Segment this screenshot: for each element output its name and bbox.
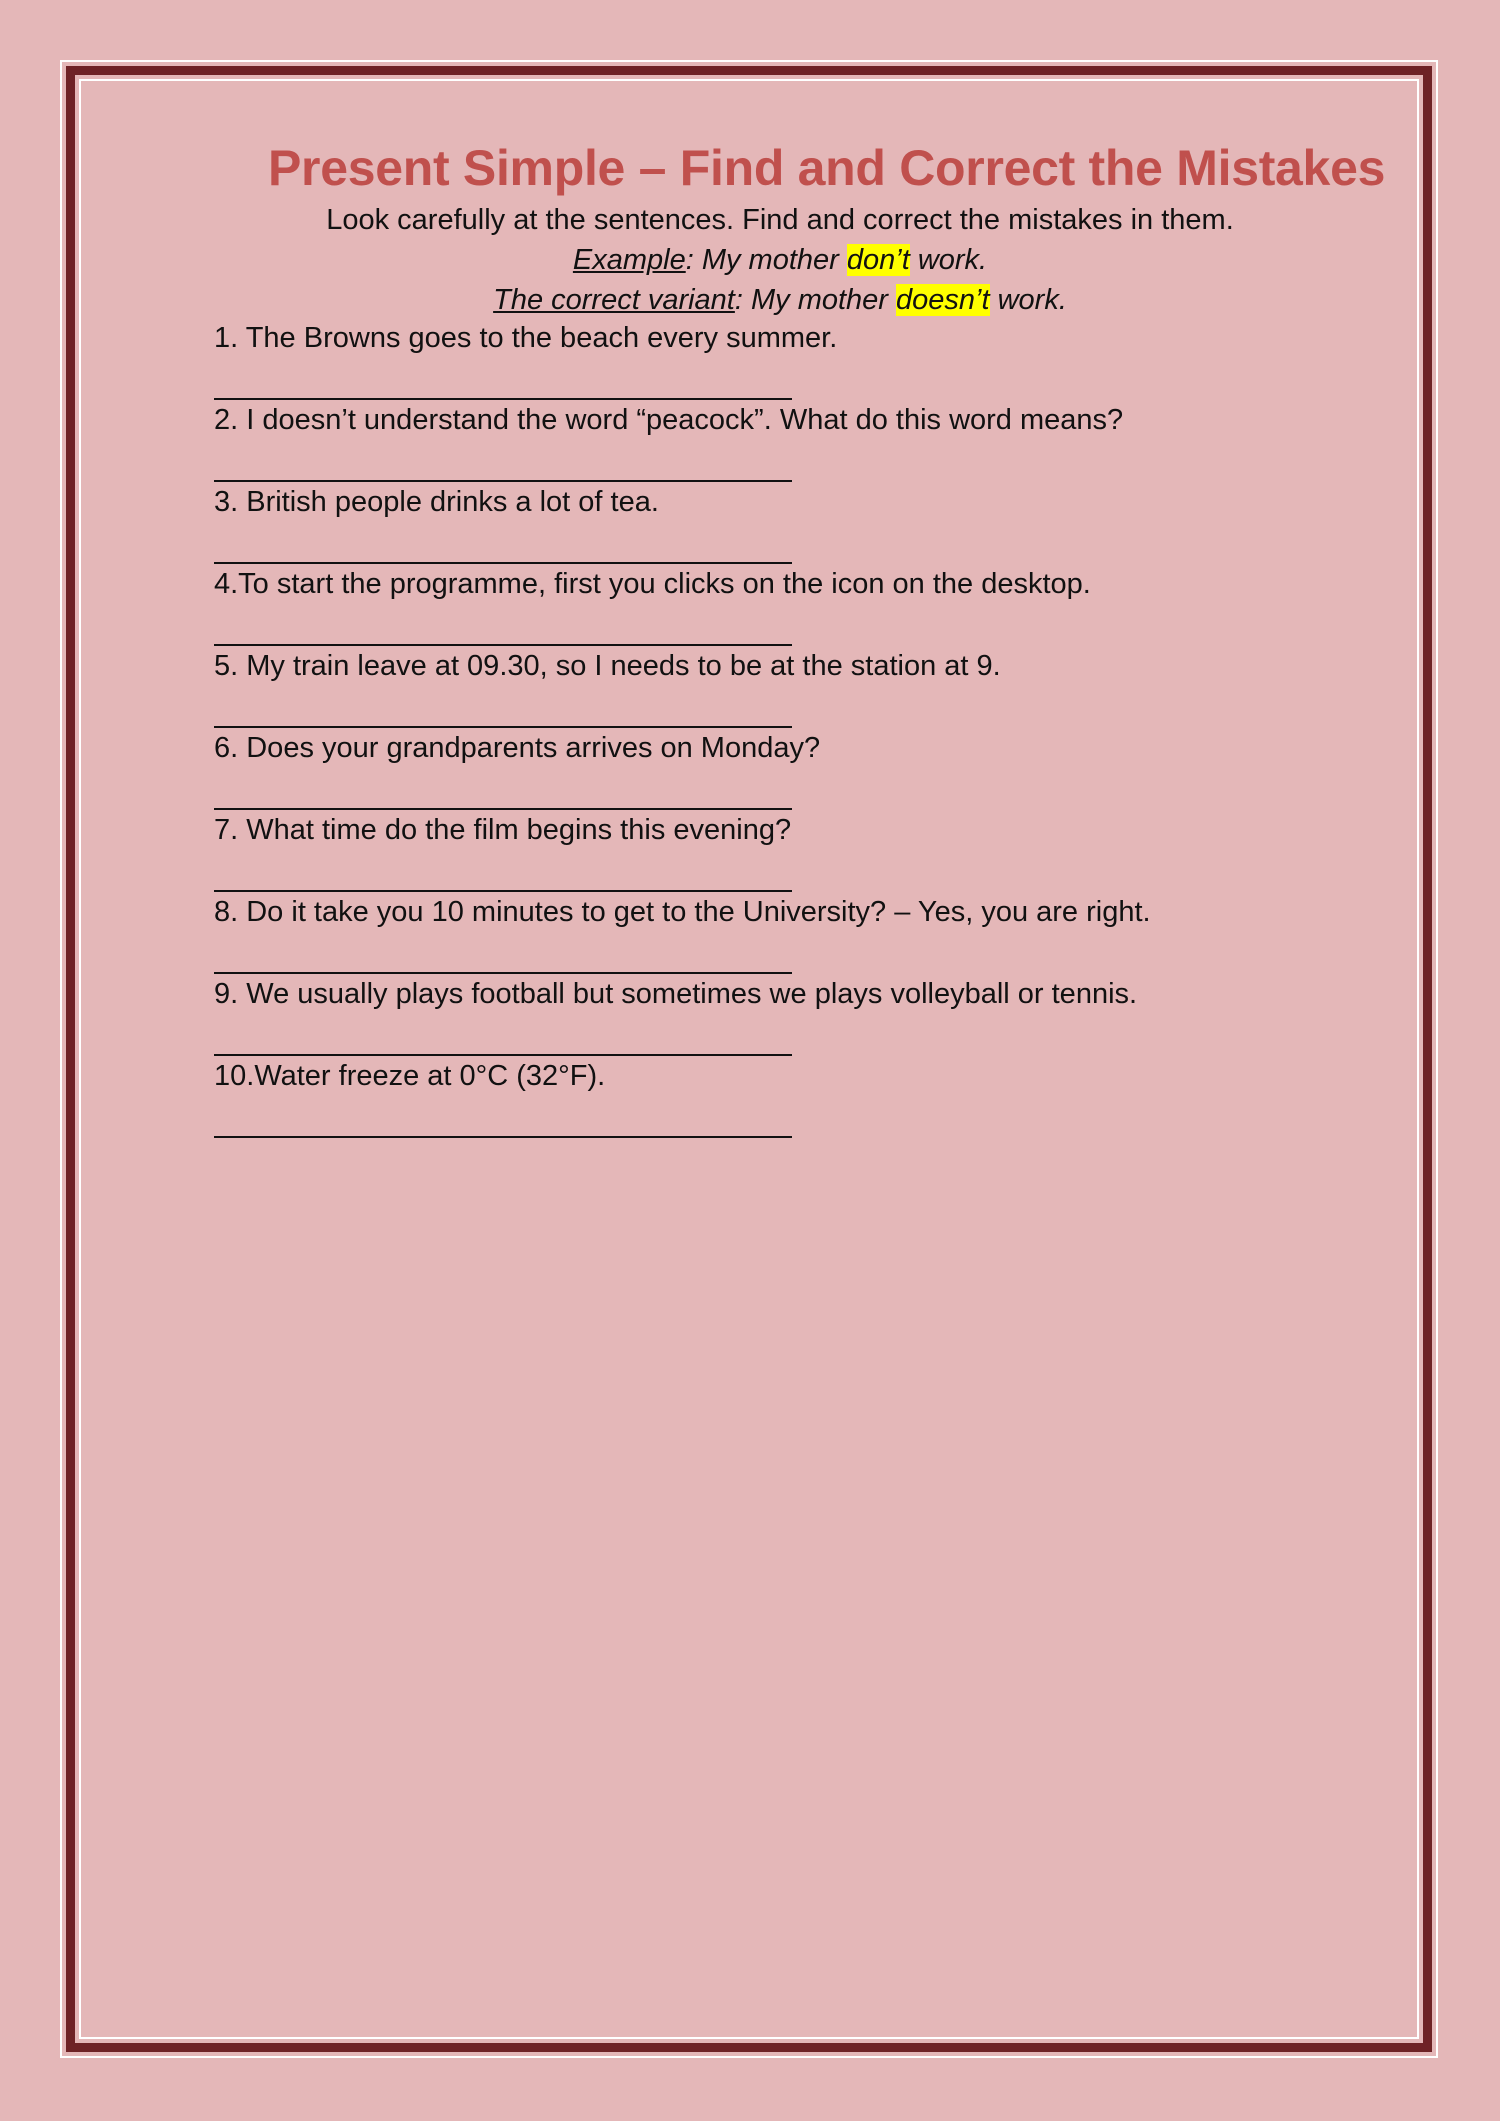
example-label: Example [572, 244, 686, 276]
worksheet [80, 140, 1420, 1140]
exercise-item [214, 1058, 1420, 1138]
answer-line[interactable] [214, 562, 792, 564]
exercise-item [214, 894, 1420, 974]
exercise-sentence: 5. My train leave at 09.30, so I needs to be at the station at 9. [214, 650, 1001, 682]
example-text-before: : My mother [685, 244, 847, 276]
exercise-item [214, 566, 1420, 646]
correct-highlight: doesn’t [896, 284, 990, 316]
correct-variant-sentence [80, 282, 1420, 318]
answer-line[interactable] [214, 972, 792, 974]
answer-line[interactable] [214, 398, 792, 400]
exercise-sentence: 8. Do it take you 10 minutes to get to the University? – Yes, you are right. [214, 896, 1151, 928]
exercise-item [214, 730, 1420, 810]
exercise-sentence: 4.To start the programme, first you clicks on the icon on the desktop. [214, 568, 1091, 600]
correct-text-after: work. [989, 284, 1067, 316]
exercise-item [214, 484, 1420, 564]
answer-line[interactable] [214, 480, 792, 482]
exercise-list [80, 320, 1420, 1138]
answer-line[interactable] [214, 644, 792, 646]
exercise-sentence: 3. British people drinks a lot of tea. [214, 486, 659, 518]
exercise-item [214, 976, 1420, 1056]
answer-line[interactable] [214, 890, 792, 892]
worksheet-title: Present Simple – Find and Correct the Mistakes [268, 140, 1386, 196]
correct-variant-label: The correct variant [493, 284, 735, 316]
exercise-sentence: 7. What time do the film begins this evening? [214, 814, 792, 846]
example-sentence [80, 242, 1420, 278]
exercise-sentence: 10.Water freeze at 0°C (32°F). [214, 1060, 606, 1092]
correct-text-before: : My mother [734, 284, 897, 316]
exercise-item [214, 320, 1420, 400]
answer-line[interactable] [214, 808, 792, 810]
exercise-sentence: 1. The Browns goes to the beach every summer. [214, 322, 838, 354]
exercise-item [214, 402, 1420, 482]
exercise-item [214, 648, 1420, 728]
example-highlight: don’t [846, 244, 910, 276]
exercise-sentence: 2. I doesn’t understand the word “peacock”. What do this word means? [214, 404, 1124, 436]
answer-line[interactable] [214, 726, 792, 728]
exercise-item [214, 812, 1420, 892]
exercise-sentence: 6. Does your grandparents arrives on Monday? [214, 732, 821, 764]
answer-line[interactable] [214, 1054, 792, 1056]
instruction: Look carefully at the sentences. Find and correct the mistakes in them. [326, 204, 1234, 236]
exercise-sentence: 9. We usually plays football but sometimes we plays volleyball or tennis. [214, 978, 1138, 1010]
answer-line[interactable] [214, 1136, 792, 1138]
example-text-after: work. [909, 244, 988, 276]
